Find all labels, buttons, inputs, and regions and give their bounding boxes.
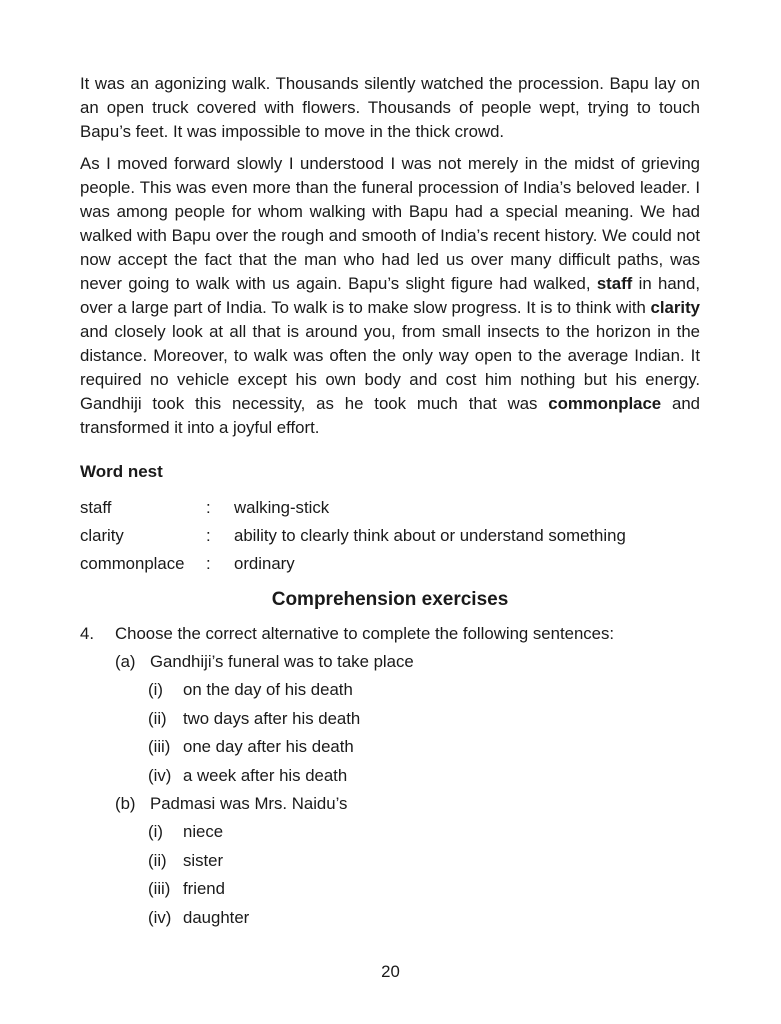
word-nest-colon: : xyxy=(206,498,211,517)
question-4 xyxy=(80,620,700,648)
word-nest-heading: Word nest xyxy=(80,462,163,481)
bold-word-clarity: clarity xyxy=(650,298,700,317)
paragraph-text: As I moved forward slowly I understood I was not merely in the midst of grieving people. This was even more than the funeral procession of India’s beloved leader. I was among people for whom walking with Bapu had a special meaning. We had walked with Bapu over the rough and smooth of India’s recent history. We could not now accept the fact that the man who had led us over many difficult paths, was never going to walk with us again. Bapu’s slight figure had walked, xyxy=(80,154,700,293)
option-number: (ii) xyxy=(148,708,167,728)
option-number: (iii) xyxy=(148,737,171,756)
option-text: daughter xyxy=(183,907,250,927)
bold-word-staff: staff xyxy=(596,274,633,293)
sub-question-b xyxy=(115,790,700,818)
bold-word-commonplace: commonplace xyxy=(548,394,662,413)
sub-question-label: (a) xyxy=(115,652,136,671)
option-text: two days after his death xyxy=(183,708,361,728)
option-text: a week after his death xyxy=(183,765,348,785)
word-nest-definition: ordinary xyxy=(234,554,295,573)
word-nest-term: commonplace xyxy=(80,554,185,573)
word-nest-definition: ability to clearly think about or understand something xyxy=(234,526,626,545)
word-nest-definition: walking-stick xyxy=(234,498,330,517)
question-number: 4. xyxy=(80,624,94,643)
option-text: one day after his death xyxy=(183,737,354,756)
sub-question-a xyxy=(115,648,700,676)
option-number: (i) xyxy=(148,822,163,841)
word-nest-entry xyxy=(80,494,700,522)
paragraph-text: in hand, over a large part of India. To walk is to make slow progress. It is to think with xyxy=(80,274,700,317)
paragraph-text: and transformed it into a joyful effort. xyxy=(80,394,700,437)
paragraph-text: and closely look at all that is around you, from small insects to the horizon in the distance. Moreover, to walk was often the only way open to the average Indian. It required no vehicle except his own body and cost him nothing but his energy. Gandhiji took this necessity, as he took much that was xyxy=(80,322,700,413)
sub-question-text: Padmasi was Mrs. Naidu’s xyxy=(150,794,348,813)
option-text: sister xyxy=(183,850,224,870)
option-item xyxy=(148,818,700,847)
option-number: (i) xyxy=(148,680,163,699)
word-nest-entry xyxy=(80,522,700,550)
option-text: friend xyxy=(183,879,225,898)
option-number: (iii) xyxy=(148,879,171,898)
word-nest-entry xyxy=(80,550,700,578)
option-number: (iv) xyxy=(148,907,172,927)
option-item xyxy=(148,676,700,705)
option-text: niece xyxy=(183,822,224,841)
exercises-title: Comprehension exercises xyxy=(271,589,509,610)
option-item xyxy=(148,762,700,791)
paragraph-procession: It was an agonizing walk. Thousands silently watched the procession. Bapu lay on an open truck covered with flowers. Thousands of people wept, trying to touch Bapu’s feet. It was impossible to move in the thick crowd. xyxy=(80,74,700,141)
word-nest-term: clarity xyxy=(80,526,124,545)
page-number: 20 xyxy=(381,962,400,981)
option-item xyxy=(148,847,700,876)
word-nest-colon: : xyxy=(206,526,211,545)
option-item xyxy=(148,705,700,734)
word-nest-colon: : xyxy=(206,554,211,573)
option-item xyxy=(148,733,700,762)
word-nest-term: staff xyxy=(80,498,112,517)
option-item xyxy=(148,875,700,904)
question-text: Choose the correct alternative to complete the following sentences: xyxy=(115,624,615,643)
option-number: (iv) xyxy=(148,765,172,785)
page-content xyxy=(80,72,700,932)
option-text: on the day of his death xyxy=(183,680,353,699)
sub-question-label: (b) xyxy=(115,794,136,813)
paragraph-walking-with-bapu xyxy=(80,152,700,440)
sub-question-text: Gandhiji’s funeral was to take place xyxy=(150,652,414,671)
option-number: (ii) xyxy=(148,850,167,870)
option-item xyxy=(148,904,700,933)
